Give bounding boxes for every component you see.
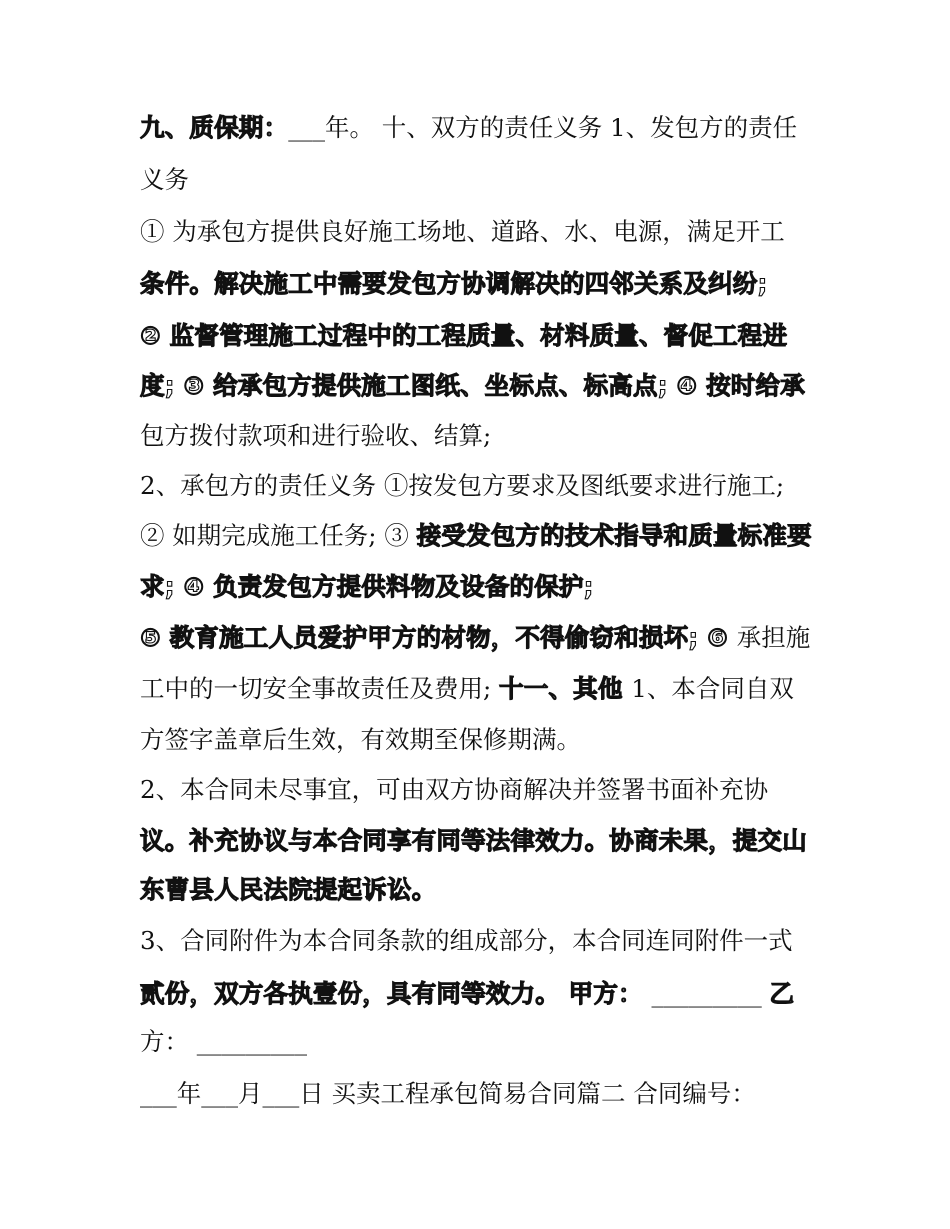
text-run: 议。补充协议与本合同享有同等法律效力。协商未果，提交山 <box>140 826 807 855</box>
text-run: ② 监督管理施工过程中的工程质量、材料质量、督促工程进 <box>140 321 788 350</box>
text-run: ⑤ 教育施工人员爱护甲方的材物，不得偷窃和损坏; ⑥ <box>140 623 737 652</box>
text-line <box>140 724 820 756</box>
text-run: 1、本合同自双 <box>631 674 794 703</box>
text-run: 3、合同附件为本合同条款的组成部分，本合同连同附件一式 <box>140 926 793 955</box>
text-run: ___年___月___日 买卖工程承包简易合同篇二 合同编号： <box>140 1079 756 1108</box>
text-run: 工中的一切安全事故责任及费用; <box>140 674 500 703</box>
text-line <box>140 978 820 1010</box>
text-run: 义务 <box>140 165 189 194</box>
text-line <box>140 112 820 144</box>
text-line <box>140 268 820 300</box>
text-run: 包方拨付款项和进行验收、结算; <box>140 421 492 450</box>
text-run: ② 如期完成施工任务; ③ <box>140 521 417 550</box>
text-line <box>140 164 820 196</box>
text-run: 贰份，双方各执壹份，具有同等效力。 甲方： <box>140 979 652 1008</box>
text-run: 度; ③ 给承包方提供施工图纸、坐标点、标高点; ④ 按时给承 <box>140 371 805 400</box>
text-line <box>140 874 820 906</box>
text-line <box>140 520 820 552</box>
text-line <box>140 470 820 502</box>
text-line <box>140 320 820 352</box>
text-line <box>140 925 820 957</box>
text-line <box>140 622 820 654</box>
text-run: _________ <box>651 979 770 1008</box>
text-line <box>140 825 820 857</box>
text-run: 方： _________ <box>140 1027 308 1056</box>
text-run: ① 为承包方提供良好施工场地、道路、水、电源，满足开工 <box>140 217 785 246</box>
text-line <box>140 216 820 248</box>
text-run: 方签字盖章后生效，有效期至保修期满。 <box>140 725 581 754</box>
text-run: 乙 <box>769 979 795 1008</box>
text-line <box>140 1026 820 1058</box>
text-run: 求; ④ 负责发包方提供料物及设备的保护; <box>140 572 594 601</box>
text-run: 承担施 <box>736 623 811 652</box>
text-run: ___年。 十、双方的责任义务 1、发包方的责任 <box>288 113 798 142</box>
text-run: 接受发包方的技术指导和质量标准要 <box>416 521 812 550</box>
text-line <box>140 673 820 705</box>
text-run: 2、承包方的责任义务 ①按发包方要求及图纸要求进行施工; <box>140 471 785 500</box>
text-line <box>140 370 820 402</box>
text-run: 九、质保期： <box>140 113 289 142</box>
text-run: 十一、其他 <box>499 674 632 703</box>
text-line <box>140 774 820 806</box>
text-run: 东曹县人民法院提起诉讼。 <box>140 875 437 904</box>
text-line <box>140 1078 820 1110</box>
text-line <box>140 571 820 603</box>
text-run: 2、本合同未尽事宜，可由双方协商解决并签署书面补充协 <box>140 775 769 804</box>
text-run: 条件。解决施工中需要发包方协调解决的四邻关系及纠纷; <box>140 269 768 298</box>
text-line <box>140 420 820 452</box>
